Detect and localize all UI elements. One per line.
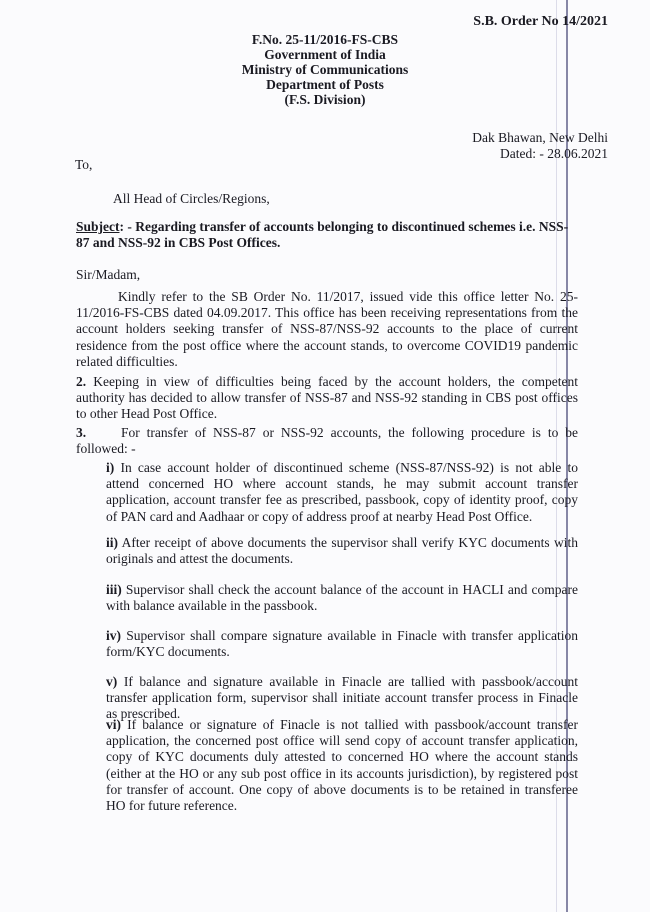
department-line: Department of Posts: [266, 77, 384, 92]
place-date-block: [472, 130, 608, 162]
salutation: Sir/Madam,: [76, 267, 141, 282]
procedure-item: [106, 674, 578, 723]
item-number: vi): [106, 717, 121, 732]
item-text: In case account holder of discontinued scheme (NSS-87/NSS-92) is not able to attend concerned HO where account stands, he may submit account transfer application, account transfer fee as prescribed, passbook, copy of identity proof, copy of PAN card and Aadhaar or copy of address proof at nearby Head Post Office.: [106, 460, 578, 524]
subject-text: : - Regarding transfer of accounts belonging to discontinued schemes i.e. NSS-87 and NSS-92 in CBS Post Offices.: [76, 219, 569, 250]
paragraph-3: [76, 425, 578, 457]
procedure-item: [106, 628, 578, 660]
file-number: F.No. 25-11/2016-FS-CBS: [251, 32, 399, 47]
procedure-item: [106, 717, 578, 814]
procedure-item: [106, 460, 578, 525]
addressee: All Head of Circles/Regions,: [113, 191, 270, 206]
place: Dak Bhawan, New Delhi: [472, 130, 608, 145]
item-number: iv): [106, 628, 121, 643]
paragraph-2: [76, 374, 578, 423]
division-line: (F.S. Division): [284, 92, 366, 107]
item-number: iii): [106, 582, 122, 597]
order-number: S.B. Order No 14/2021: [473, 14, 608, 29]
item-text: If balance and signature available in Finacle are tallied with passbook/account transfer application form, supervisor shall initiate account transfer process in Finacle as prescribed.: [106, 674, 578, 722]
to-label: To,: [75, 157, 93, 172]
item-text: If balance or signature of Finacle is not tallied with passbook/account transfer application, the concerned post office will send copy of account transfer application, copy of KYC documents duly attested to concerned HO where the account stands (either at the HO or any sub post office in its accounts jurisdiction), by registered post for transfer of account. One copy of above documents is to be retained in transferee HO for future reference.: [106, 717, 578, 814]
procedure-item: [106, 582, 578, 614]
paragraph-1: Kindly refer to the SB Order No. 11/2017, issued vide this office letter No. 25-11/2016-FS-CBS dated 04.09.2017. This office has been receiving representations from the account holders seeking transfer of NSS-87/NSS-92 accounts to the place of current residence from the post office where the account stands, to overcome COVID19 pandemic related difficulties.: [76, 289, 578, 369]
ministry-line: Ministry of Communications: [241, 62, 409, 77]
date: Dated: - 28.06.2021: [500, 146, 608, 161]
paragraph-2-number: 2.: [76, 374, 87, 389]
subject-label: Subject: [76, 219, 120, 234]
paragraph-2-text: Keeping in view of difficulties being faced by the account holders, the competent authority has decided to allow transfer of NSS-87 and NSS-92 standing in CBS post offices to other Head Post Office.: [76, 374, 578, 422]
procedure-item: [106, 535, 578, 567]
paragraph-3-number: 3.: [76, 425, 87, 440]
letterhead: [235, 32, 415, 107]
item-text: Supervisor shall check the account balance of the account in HACLI and compare with balance available in the passbook.: [106, 582, 578, 614]
item-number: ii): [106, 535, 118, 550]
item-text: After receipt of above documents the supervisor shall verify KYC documents with originals and attest the documents.: [106, 535, 578, 567]
govt-line: Government of India: [264, 47, 386, 62]
subject-line: [76, 219, 576, 251]
item-number: i): [106, 460, 115, 475]
item-number: v): [106, 674, 118, 689]
paragraph-3-text: For transfer of NSS-87 or NSS-92 accounts, the following procedure is to be followed: -: [76, 425, 578, 457]
item-text: Supervisor shall compare signature available in Finacle with transfer application form/KYC documents.: [106, 628, 578, 660]
